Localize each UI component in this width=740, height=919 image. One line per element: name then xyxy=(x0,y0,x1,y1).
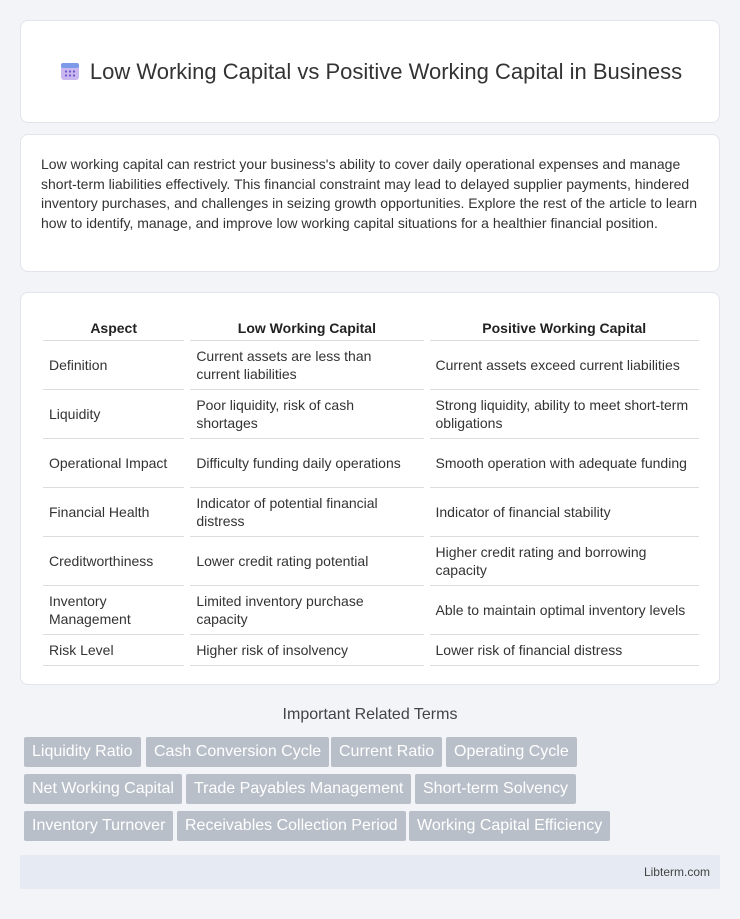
low-cell: Current assets are less than current liabilities xyxy=(187,340,426,389)
intro-card xyxy=(20,134,720,272)
related-term-tag[interactable]: Net Working Capital xyxy=(24,774,182,804)
table-row xyxy=(43,487,699,536)
low-cell: Limited inventory purchase capacity xyxy=(187,585,426,634)
aspect-cell: Financial Health xyxy=(43,487,187,536)
table-row xyxy=(43,340,699,389)
header-positive-working-capital: Positive Working Capital xyxy=(427,315,700,340)
table-header-row xyxy=(43,315,699,340)
intro-paragraph: Low working capital can restrict your business's ability to cover daily operational expenses and manage short-term liabilities effectively. This financial constraint may lead to delayed supplier payments, hindered inventory purchases, and challenges in seizing growth opportunities. Explore the rest of the article to learn how to identify, manage, and improve low working capital situations for a healthier financial position. xyxy=(41,156,698,231)
table-row xyxy=(43,634,699,665)
page-title: Low Working Capital vs Positive Working Capital in Business xyxy=(89,59,683,84)
aspect-cell: Risk Level xyxy=(43,634,187,665)
low-cell: Lower credit rating potential xyxy=(187,536,426,585)
related-term-tag[interactable]: Short-term Solvency xyxy=(415,774,576,804)
related-term-tag[interactable]: Trade Payables Management xyxy=(186,774,411,804)
related-term-tag[interactable]: Current Ratio xyxy=(331,737,442,767)
positive-cell: Current assets exceed current liabilities xyxy=(427,340,700,389)
low-cell: Higher risk of insolvency xyxy=(187,634,426,665)
aspect-cell: Inventory Management xyxy=(43,585,187,634)
header-aspect: Aspect xyxy=(43,315,187,340)
low-cell: Indicator of potential financial distress xyxy=(187,487,426,536)
footer-site-link[interactable]: Libterm.com xyxy=(643,865,710,879)
header-low-working-capital: Low Working Capital xyxy=(187,315,426,340)
related-term-tag[interactable]: Inventory Turnover xyxy=(24,811,173,841)
related-term-tag[interactable]: Cash Conversion Cycle xyxy=(146,737,329,767)
positive-cell: Indicator of financial stability xyxy=(427,487,700,536)
low-cell: Difficulty funding daily operations xyxy=(187,438,426,487)
related-term-tag[interactable]: Working Capital Efficiency xyxy=(409,811,610,841)
header-card xyxy=(20,20,720,123)
aspect-cell: Operational Impact xyxy=(43,438,187,487)
comparison-table-card xyxy=(20,292,720,685)
aspect-cell: Definition xyxy=(43,340,187,389)
aspect-cell: Liquidity xyxy=(43,389,187,438)
table-row xyxy=(43,389,699,438)
aspect-cell: Creditworthiness xyxy=(43,536,187,585)
positive-cell: Smooth operation with adequate funding xyxy=(427,438,700,487)
related-term-tag[interactable]: Receivables Collection Period xyxy=(177,811,406,841)
table-row xyxy=(43,585,699,634)
positive-cell: Higher credit rating and borrowing capacity xyxy=(427,536,700,585)
table-row xyxy=(43,438,699,487)
positive-cell: Able to maintain optimal inventory levels xyxy=(427,585,700,634)
calendar-icon xyxy=(58,59,82,83)
positive-cell: Strong liquidity, ability to meet short-term obligations xyxy=(427,389,700,438)
related-term-tag[interactable]: Operating Cycle xyxy=(446,737,577,767)
table-row xyxy=(43,536,699,585)
title-wrap xyxy=(50,57,690,86)
footer xyxy=(20,855,720,889)
low-cell: Poor liquidity, risk of cash shortages xyxy=(187,389,426,438)
related-term-tag[interactable]: Liquidity Ratio xyxy=(24,737,141,767)
related-terms-title: Important Related Terms xyxy=(282,706,458,723)
positive-cell: Lower risk of financial distress xyxy=(427,634,700,665)
comparison-table xyxy=(43,315,699,666)
